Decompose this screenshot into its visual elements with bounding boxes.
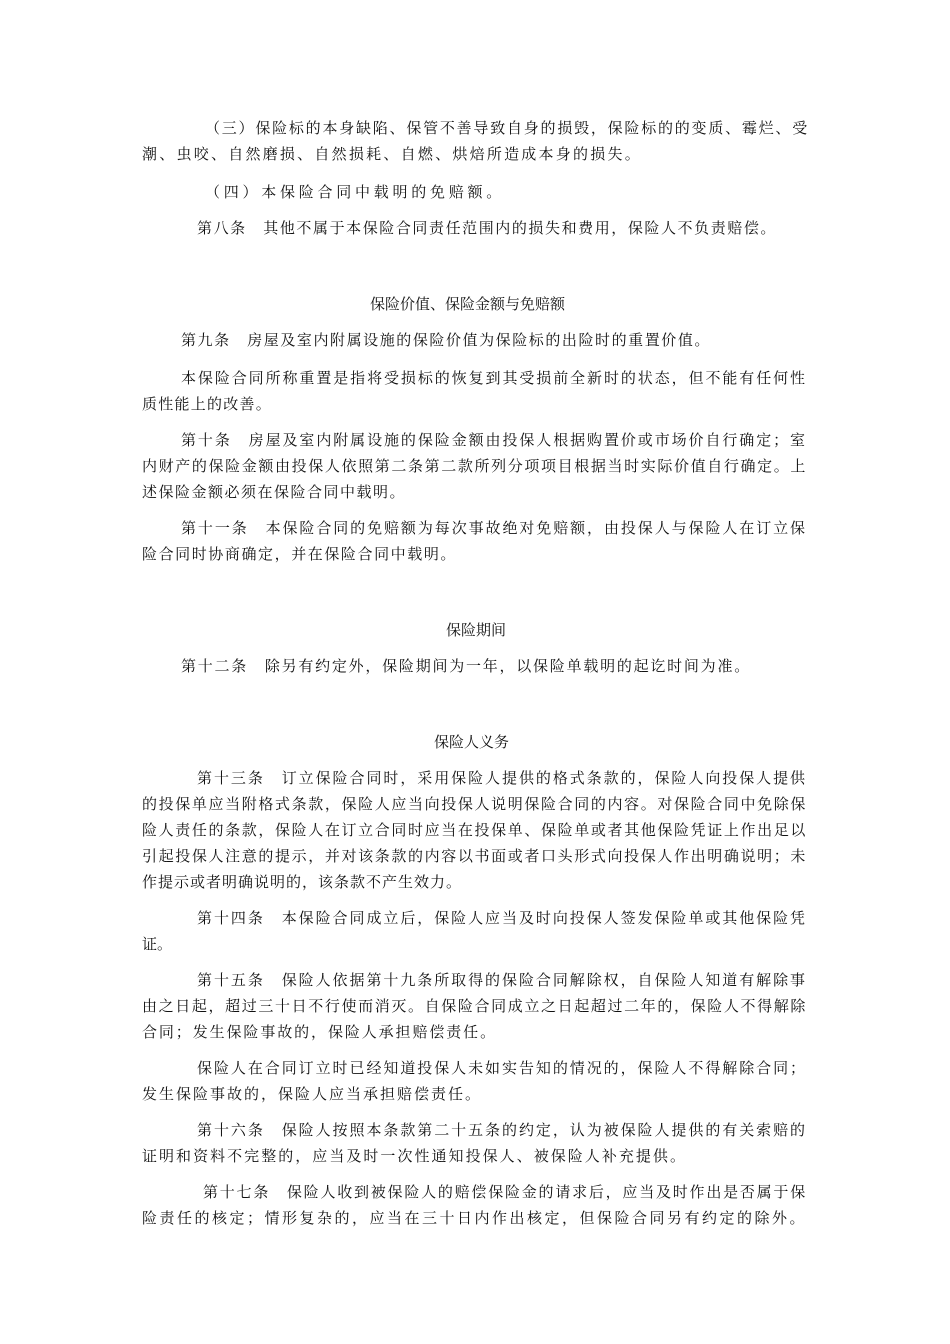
section-heading: 保险价值、保险金额与免赔额 bbox=[370, 295, 566, 313]
text-line: 第十四条 本保险合同成立后，保险人应当及时向投保人签发保险单或其他保险凭 bbox=[197, 909, 807, 927]
text-line: （四）本保险合同中载明的免赔额。 bbox=[205, 183, 505, 201]
text-line: 第十二条 除另有约定外，保险期间为一年，以保险单载明的起讫时间为准。 bbox=[181, 657, 751, 675]
section-heading: 保险期间 bbox=[446, 621, 507, 639]
text-line: 证。 bbox=[142, 935, 172, 953]
text-line: 第九条 房屋及室内附属设施的保险价值为保险标的出险时的重置价值。 bbox=[181, 331, 711, 349]
text-line: 第十一条 本保险合同的免赔额为每次事故绝对免赔额，由投保人与保险人在订立保 bbox=[181, 519, 807, 537]
text-line: 本保险合同所称重置是指将受损标的恢复到其受损前全新时的状态，但不能有任何性 bbox=[181, 369, 807, 387]
text-line: 第十三条 订立保险合同时，采用保险人提供的格式条款的，保险人向投保人提供 bbox=[197, 769, 807, 787]
text-line: 第八条 其他不属于本保险合同责任范围内的损失和费用，保险人不负责赔偿。 bbox=[197, 219, 777, 237]
text-line: 由之日起，超过三十日不行使而消灭。自保险合同成立之日起超过二年的，保险人不得解除 bbox=[142, 997, 808, 1015]
text-line: 述保险金额必须在保险合同中载明。 bbox=[142, 483, 406, 501]
text-line: 第十七条 保险人收到被保险人的赔偿保险金的请求后，应当及时作出是否属于保 bbox=[203, 1183, 807, 1201]
text-line: 险人责任的条款，保险人在订立合同时应当在投保单、保险单或者其他保险凭证上作出足以 bbox=[142, 821, 808, 839]
text-line: 第十六条 保险人按照本条款第二十五条的约定，认为被保险人提供的有关索赔的 bbox=[197, 1121, 807, 1139]
text-line: 质性能上的改善。 bbox=[142, 395, 272, 413]
text-line: 保险人在合同订立时已经知道投保人未如实告知的情况的，保险人不得解除合同； bbox=[197, 1059, 807, 1077]
text-line: 合同；发生保险事故的，保险人承担赔偿责任。 bbox=[142, 1023, 497, 1041]
text-line: 证明和资料不完整的，应当及时一次性通知投保人、被保险人补充提供。 bbox=[142, 1147, 687, 1165]
text-line: 第十条 房屋及室内附属设施的保险金额由投保人根据购置价或市场价自行确定；室 bbox=[181, 431, 807, 449]
text-line: 引起投保人注意的提示，并对该条款的内容以书面或者口头形式向投保人作出明确说明；未 bbox=[142, 847, 808, 865]
text-line: 第十五条 保险人依据第十九条所取得的保险合同解除权，自保险人知道有解除事 bbox=[197, 971, 807, 989]
text-line: 险责任的核定；情形复杂的，应当在三十日内作出核定，但保险合同另有约定的除外。 bbox=[142, 1209, 808, 1227]
text-line: 作提示或者明确说明的，该条款不产生效力。 bbox=[142, 873, 462, 891]
text-line: 发生保险事故的，保险人应当承担赔偿责任。 bbox=[142, 1085, 482, 1103]
text-line: 潮、虫咬、自然磨损、自然损耗、自燃、烘焙所造成本身的损失。 bbox=[142, 145, 642, 163]
text-line: 险合同时协商确定，并在保险合同中载明。 bbox=[142, 545, 457, 563]
text-line: 的投保单应当附格式条款，保险人应当向投保人说明保险合同的内容。对保险合同中免除保 bbox=[142, 795, 808, 813]
text-line: （三）保险标的本身缺陷、保管不善导致自身的损毁，保险标的的变质、霉烂、受 bbox=[205, 119, 809, 137]
section-heading: 保险人义务 bbox=[434, 733, 510, 751]
text-line: 内财产的保险金额由投保人依照第二条第二款所列分项项目根据当时实际价值自行确定。上 bbox=[142, 457, 808, 475]
